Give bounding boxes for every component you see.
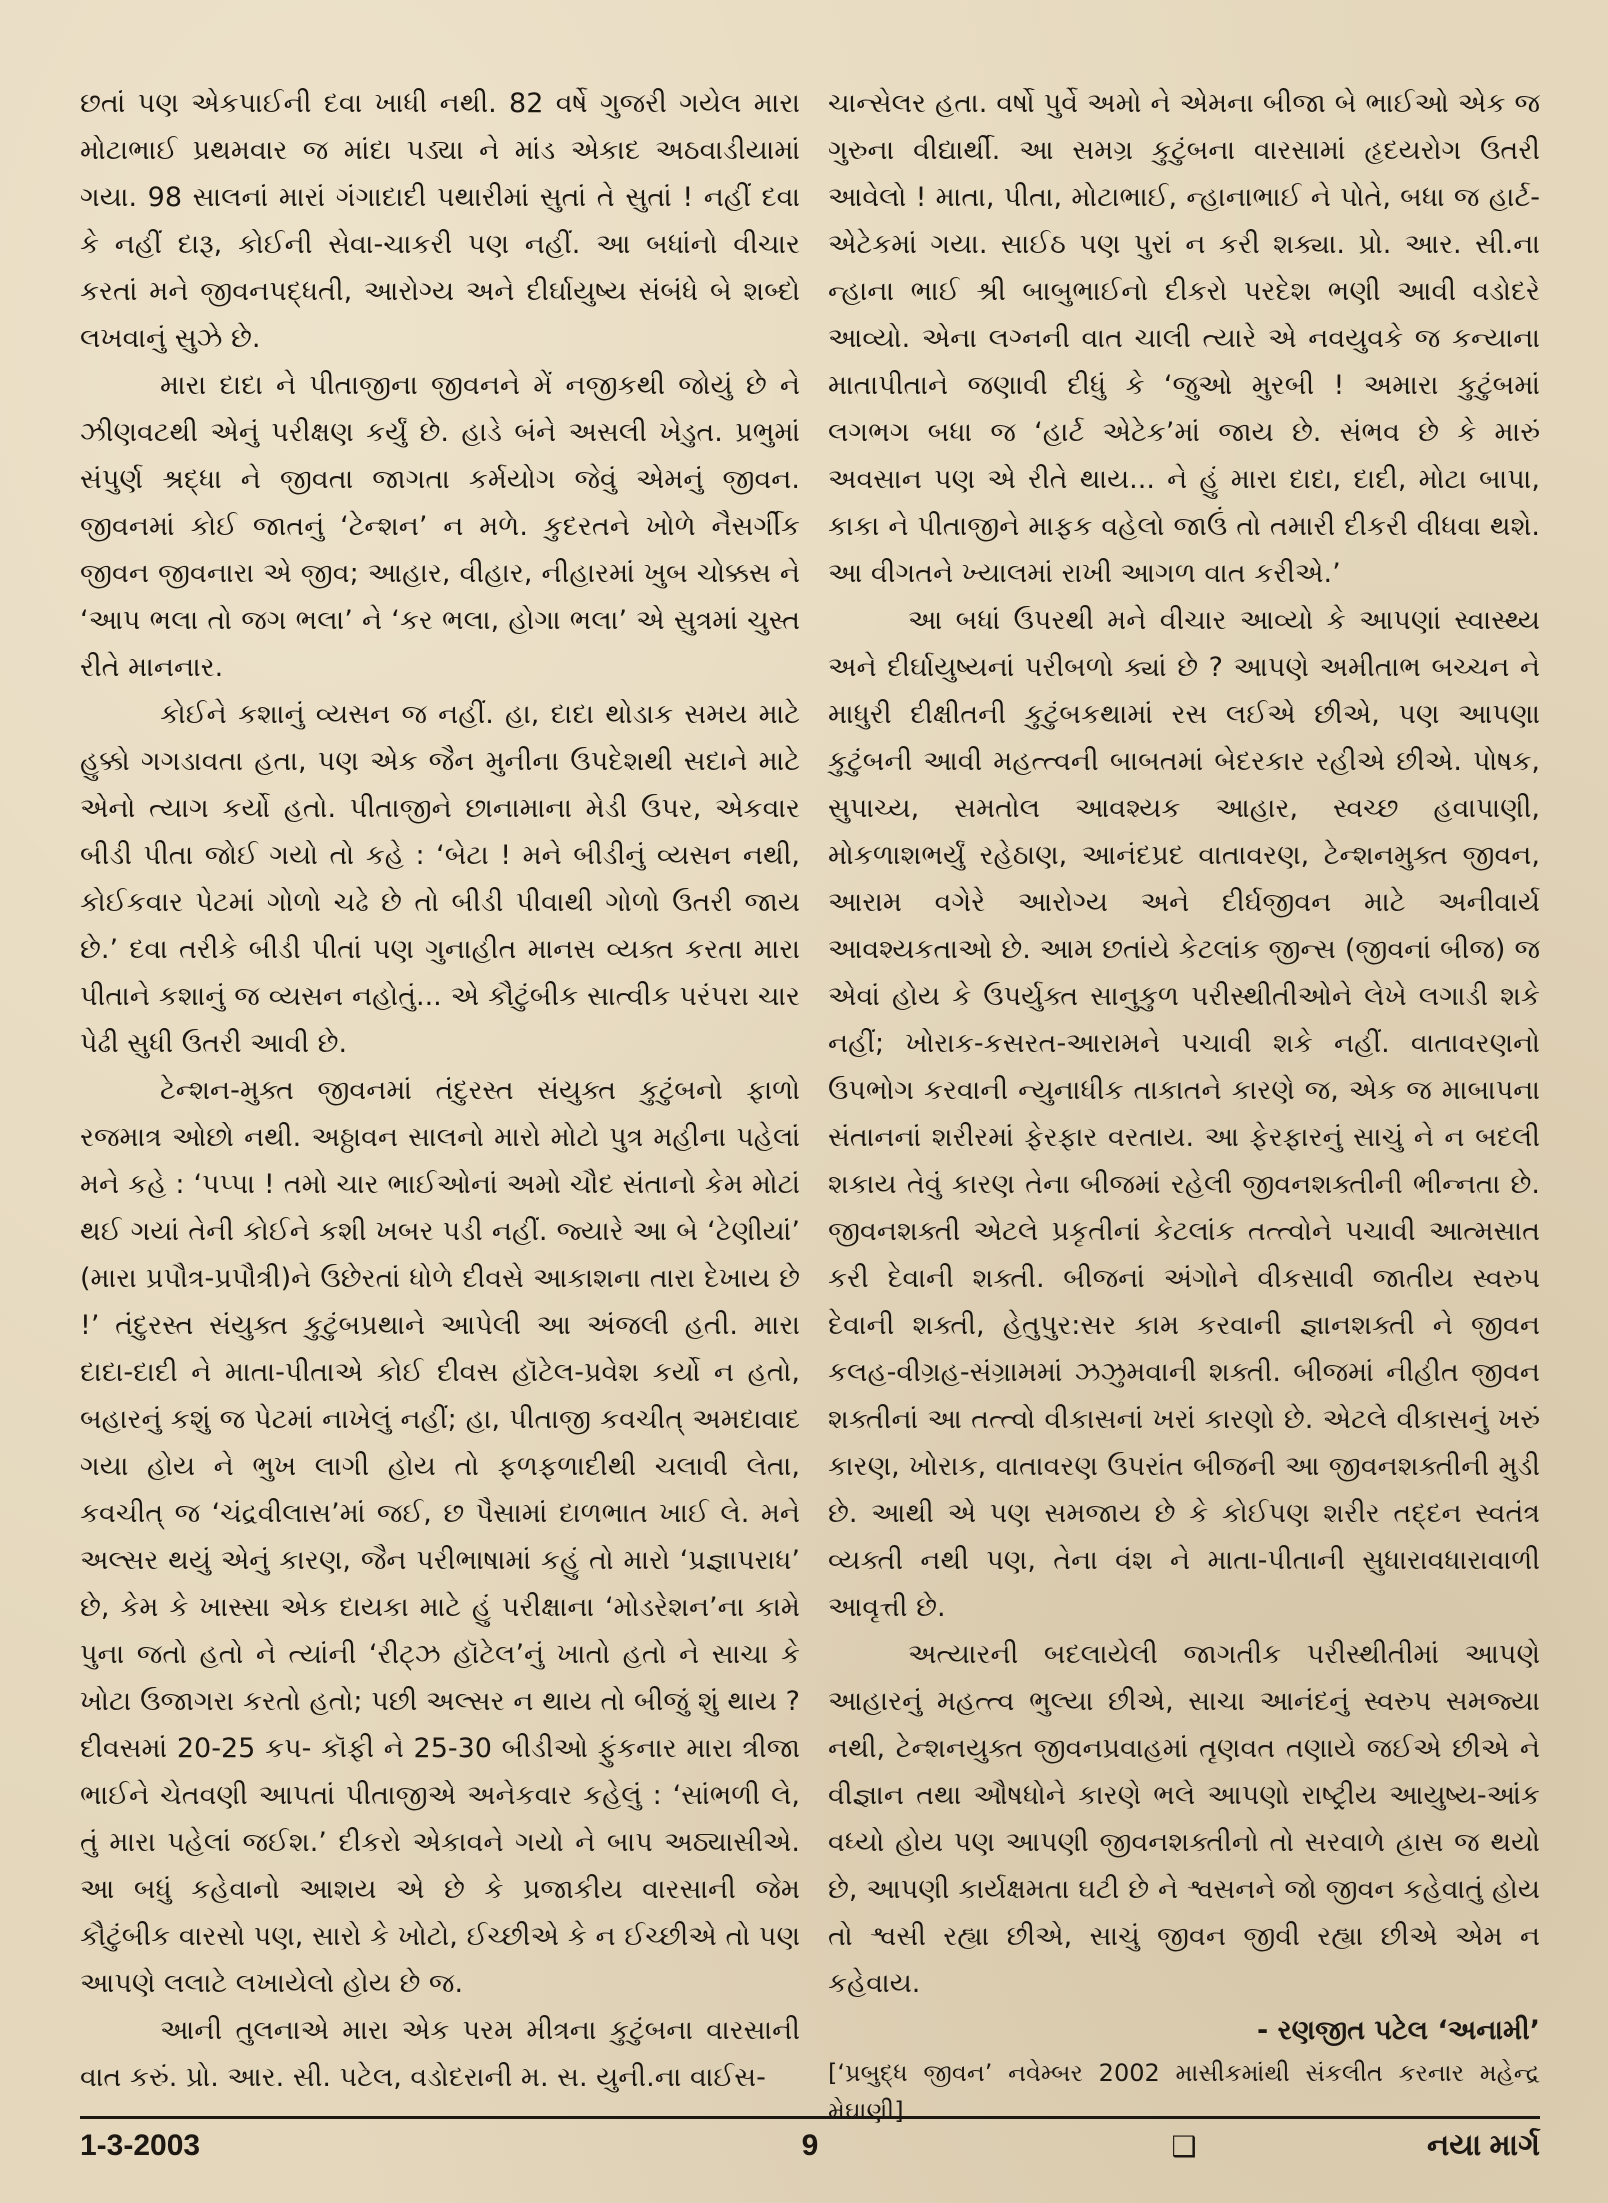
paragraph: આની તુલનાએ મારા એક પરમ મીત્રના કુટુંબના વારસાની વાત કરું. પ્રો. આર. સી. પટેલ, વડોદરાની મ. સ. યુની.ના વાઈસ- xyxy=(80,2015,800,2093)
end-of-article-mark: ❑ xyxy=(1171,2130,1197,2163)
paragraph: મારા દાદા ને પીતાજીના જીવનને મેં નજીકથી જોયું છે ને ઝીણવટથી એનું પરીક્ષણ કર્યું છે. હાડે બંને અસલી ખેડુત. પ્રભુમાં સંપુર્ણ શ્રદ્ધા ને જીવતા જાગતા કર્મયોગ જેવું એમનું જીવન. જીવનમાં કોઈ જાતનું ‘ટેન્શન’ ન મળે. કુદરતને ખોળે નૈસર્ગીક જીવન જીવનારા એ જીવ; આહાર, વીહાર, નીહારમાં ખુબ ચોક્કસ ને ‘આપ ભલા તો જગ ભલા’ ને ‘કર ભલા, હોગા ભલા’ એ સુત્રમાં ચુસ્ત રીતે માનનાર. xyxy=(80,370,800,683)
left-column xyxy=(80,80,800,2101)
source-note: [‘પ્રબુદ્ધ જીવન’ નવેમ્બર 2002 માસીકમાંથી સંકલીત કરનાર મહેન્દ્ર મેઘાણી] xyxy=(828,2059,1540,2125)
paragraph: ટેન્શન-મુક્ત જીવનમાં તંદુરસ્ત સંયુક્ત કુટુંબનો ફાળો રજમાત્ર ઓછો નથી. અઠ્ઠાવન સાલનો મારો મોટો પુત્ર મહીના પહેલાં મને કહે : ‘પપ્પા ! તમો ચાર ભાઈઓનાં અમો ચૌદ સંતાનો કેમ મોટાં થઈ ગયાં તેની કોઈને કશી ખબર પડી નહીં. જ્યારે આ બે ‘ટેણીયાં’ (મારા પ્રપૌત્ર-પ્રપૌત્રી)ને ઉછેરતાં ધોળે દીવસે આકાશના તારા દેખાય છે !’ તંદુરસ્ત સંયુક્ત કુટુંબપ્રથાને આપેલી આ અંજલી હતી. મારા દાદા-દાદી ને માતા-પીતાએ કોઈ દીવસ હૉટેલ-પ્રવેશ કર્યો ન હતો, બહારનું કશું જ પેટમાં નાખેલું નહીં; હા, પીતાજી કવચીત્ અમદાવાદ ગયા હોય ને ભુખ લાગી હોય તો ફળફળાદીથી ચલાવી લેતા, કવચીત્ જ ‘ચંદ્રવીલાસ’માં જઈ, છ પૈસામાં દાળભાત ખાઈ લે. મને અલ્સર થયું એનું કારણ, જૈન પરીભાષામાં કહું તો મારો ‘પ્રજ્ઞાપરાધ’ છે, કેમ કે ખાસ્સા એક દાયકા માટે હું પરીક્ષાના ‘મોડરેશન’ના કામે પુના જતો હતો ને ત્યાંની ‘રીટ્ઝ હૉટેલ’નું ખાતો હતો ને સાચા કે ખોટા ઉજાગરા કરતો હતો; પછી અલ્સર ન થાય તો બીજું શું થાય ? દીવસમાં 20-25 કપ- કૉફી ને 25-30 બીડીઓ ફુંકનાર મારા ત્રીજા ભાઈને ચેતવણી આપતાં પીતાજીએ અનેકવાર કહેલું : ‘સાંભળી લે, તું મારા પહેલાં જઈશ.’ દીકરો એકાવને ગયો ને બાપ અઠ્યાસીએ. આ બધું કહેવાનો આશય એ છે કે પ્રજાકીય વારસાની જેમ કૌટુંબીક વારસો પણ, સારો કે ખોટો, ઈચ્છીએ કે ન ઈચ્છીએ તો પણ આપણે લલાટે લખાયેલો હોય છે જ. xyxy=(80,1075,800,1999)
footer-date: 1-3-2003 xyxy=(80,2129,201,2162)
paragraph: છતાં પણ એકપાઈની દવા ખાધી નથી. 82 વર્ષે ગુજરી ગયેલ મારા મોટાભાઈ પ્રથમવાર જ માંદા પડ્યા ને માંડ એકાદ અઠવાડીયામાં ગયા. 98 સાલનાં મારાં ગંગાદાદી પથારીમાં સુતાં તે સુતાં ! નહીં દવા કે નહીં દારૂ, કોઈની સેવા-ચાકરી પણ નહીં. આ બધાંનો વીચાર કરતાં મને જીવનપદ્ધતી, આરોગ્ય અને દીર્ઘાયુષ્ય સંબંધે બે શબ્દો લખવાનું સુઝે છે. xyxy=(80,88,800,354)
publication-name: નયા માર્ગ xyxy=(1426,2129,1540,2162)
paragraph: ચાન્સેલર હતા. વર્ષો પુર્વે અમો ને એમના બીજા બે ભાઈઓ એક જ ગુરુના વીદ્યાર્થી. આ સમગ્ર કુટુંબના વારસામાં હૃદયરોગ ઉતરી આવેલો ! માતા, પીતા, મોટાભાઈ, ન્હાનાભાઈ ને પોતે, બધા જ હાર્ટ-એટેકમાં ગયા. સાઈઠ પણ પુરાં ન કરી શક્યા. પ્રો. આર. સી.ના ન્હાના ભાઈ શ્રી બાબુભાઈનો દીકરો પરદેશ ભણી આવી વડોદરે આવ્યો. એના લગ્નની વાત ચાલી ત્યારે એ નવયુવકે જ કન્યાના માતાપીતાને જણાવી દીધું કે ‘જુઓ મુરબી ! અમારા કુટુંબમાં લગભગ બધા જ ‘હાર્ટ એટેક’માં જાય છે. સંભવ છે કે મારું અવસાન પણ એ રીતે થાય... ને હું મારા દાદા, દાદી, મોટા બાપા, કાકા ને પીતાજીને માફક વહેલો જાઉં તો તમારી દીકરી વીધવા થશે. આ વીગતને ખ્યાલમાં રાખી આગળ વાત કરીએ.’ xyxy=(828,88,1540,589)
author-signature: - રણજીત પટેલ ‘અનામી’ xyxy=(1257,2015,1540,2046)
paragraph: અત્યારની બદલાયેલી જાગતીક પરીસ્થીતીમાં આપણે આહારનું મહત્ત્વ ભુલ્યા છીએ, સાચા આનંદનું સ્વરુપ સમજ્યા નથી, ટેન્શનયુક્ત જીવનપ્રવાહમાં તૃણવત તણાયે જઈએ છીએ ને વીજ્ઞાન તથા ઔષધોને કારણે ભલે આપણો રાષ્ટ્રીય આયુષ્ય-આંક વધ્યો હોય પણ આપણી જીવનશક્તીનો તો સરવાળે હ્રાસ જ થયો છે, આપણી કાર્યક્ષમતા ઘટી છે ને શ્વસનને જો જીવન કહેવાતું હોય તો શ્વસી રહ્યા છીએ, સાચું જીવન જીવી રહ્યા છીએ એમ ન કહેવાય. xyxy=(828,1639,1540,1999)
right-column xyxy=(828,80,1540,2164)
footer-divider xyxy=(80,2116,1540,2119)
page-number: 9 xyxy=(801,2129,819,2162)
paragraph: આ બધાં ઉપરથી મને વીચાર આવ્યો કે આપણાં સ્વાસ્થ્ય અને દીર્ઘાયુષ્યનાં પરીબળો ક્યાં છે ? આપણે અમીતાભ બચ્ચન ને માધુરી દીક્ષીતની કુટુંબકથામાં રસ લઈએ છીએ, પણ આપણા કુટુંબની આવી મહત્ત્વની બાબતમાં બેદરકાર રહીએ છીએ. પોષક, સુપાચ્ય, સમતોલ આવશ્યક આહાર, સ્વચ્છ હવાપાણી, મોકળાશભર્યું રહેઠાણ, આનંદપ્રદ વાતાવરણ, ટેન્શનમુક્ત જીવન, આરામ વગેરે આરોગ્ય અને દીર્ઘજીવન માટે અનીવાર્ય આવશ્યકતાઓ છે. આમ છતાંયે કેટલાંક જીન્સ (જીવનાં બીજ) જ એવાં હોય કે ઉપર્યુક્ત સાનુકુળ પરીસ્થીતીઓને લેખે લગાડી શકે નહીં; ખોરાક-કસરત-આરામને પચાવી શકે નહીં. વાતાવરણનો ઉપભોગ કરવાની ન્યુનાધીક તાકાતને કારણે જ, એક જ માબાપના સંતાનનાં શરીરમાં ફેરફાર વરતાય. આ ફેરફારનું સાચું ને ન બદલી શકાય તેવું કારણ તેના બીજમાં રહેલી જીવનશક્તીની ભીન્નતા છે. જીવનશક્તી એટલે પ્રકૃતીનાં કેટલાંક તત્ત્વોને પચાવી આત્મસાત કરી દેવાની શક્તી. બીજનાં અંગોને વીકસાવી જાતીય સ્વરુપ દેવાની શક્તી, હેતુપુર:સર કામ કરવાની જ્ઞાનશક્તી ને જીવન કલહ-વીગ્રહ-સંગ્રામમાં ઝઝુમવાની શક્તી. બીજમાં નીહીત જીવન શક્તીનાં આ તત્ત્વો વીકાસનાં ખરાં કારણો છે. એટલે વીકાસનું ખરું કારણ, ખોરાક, વાતાવરણ ઉપરાંત બીજની આ જીવનશક્તીની મુડી છે. આથી એ પણ સમજાય છે કે કોઈપણ શરીર તદ્દન સ્વતંત્ર વ્યક્તી નથી પણ, તેના વંશ ને માતા-પીતાની સુધારાવધારાવાળી આવૃત્તી છે. xyxy=(828,605,1540,1623)
paragraph: કોઈને કશાનું વ્યસન જ નહીં. હા, દાદા થોડાક સમય માટે હુક્કો ગગડાવતા હતા, પણ એક જૈન મુનીના ઉપદેશથી સદાને માટે એનો ત્યાગ કર્યો હતો. પીતાજીને છાનામાના મેડી ઉપર, એકવાર બીડી પીતા જોઈ ગયો તો કહે : ‘બેટા ! મને બીડીનું વ્યસન નથી, કોઈકવાર પેટમાં ગોળો ચઢે છે તો બીડી પીવાથી ગોળો ઉતરી જાય છે.’ દવા તરીકે બીડી પીતાં પણ ગુનાહીત માનસ વ્યક્ત કરતા મારા પીતાને કશાનું જ વ્યસન નહોતું... એ કૌટુંબીક સાત્વીક પરંપરા ચાર પેઢી સુધી ઉતરી આવી છે. xyxy=(80,699,800,1059)
